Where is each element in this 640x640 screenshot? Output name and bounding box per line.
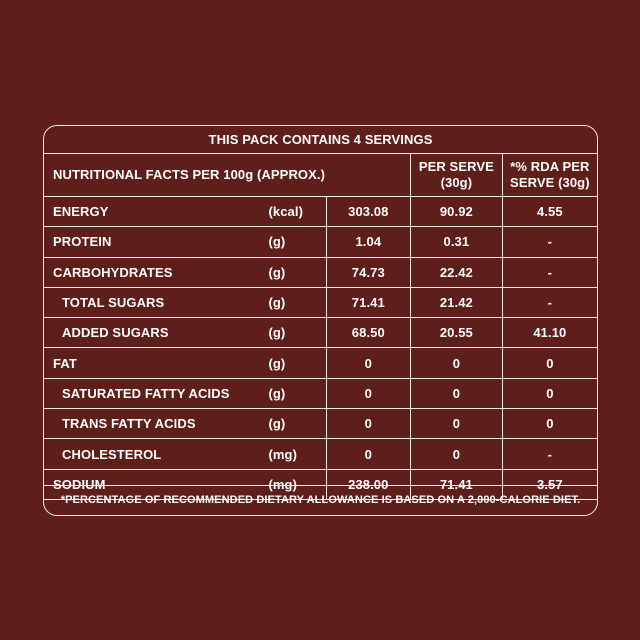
servings-caption: THIS PACK CONTAINS 4 SERVINGS (208, 132, 433, 147)
nutrient-unit: (g) (268, 409, 326, 439)
nutrient-unit: (mg) (268, 439, 326, 469)
value-per-serve: 0 (411, 439, 503, 469)
facts-header: NUTRITIONAL FACTS PER 100g (APPROX.) (44, 154, 411, 197)
nutrient-name: SODIUM (44, 469, 268, 499)
value-per-serve: 71.41 (411, 469, 503, 499)
value-rda: 0 (502, 348, 597, 378)
nutrient-unit: (g) (268, 348, 326, 378)
rda-header-line2: SERVE (30g) (510, 175, 590, 190)
value-per-100g: 303.08 (326, 197, 410, 227)
nutrient-unit: (g) (268, 227, 326, 257)
value-per-serve: 21.42 (411, 287, 503, 317)
table-row (44, 257, 597, 287)
rda-footnote: *PERCENTAGE OF RECOMMENDED DIETARY ALLOWANCE IS BASED ON A 2,000-CALORIE DIET. (44, 485, 597, 515)
value-rda: - (502, 227, 597, 257)
nutrient-unit: (g) (268, 318, 326, 348)
per-serve-header-line2: (30g) (440, 175, 473, 190)
table-row (44, 378, 597, 408)
value-per-100g: 0 (326, 348, 410, 378)
table-row (44, 409, 597, 439)
value-per-serve: 0 (411, 409, 503, 439)
value-rda: 0 (502, 409, 597, 439)
nutrient-name: ENERGY (44, 197, 268, 227)
nutrition-table (44, 126, 597, 500)
table-row (44, 227, 597, 257)
value-per-100g: 0 (326, 378, 410, 408)
nutrient-name: TRANS FATTY ACIDS (44, 409, 268, 439)
value-per-100g: 1.04 (326, 227, 410, 257)
rda-header (502, 154, 597, 197)
nutrient-unit: (g) (268, 378, 326, 408)
nutrient-unit: (g) (268, 287, 326, 317)
per-serve-header (411, 154, 503, 197)
value-per-100g: 74.73 (326, 257, 410, 287)
nutrient-name: CARBOHYDRATES (44, 257, 268, 287)
value-rda: - (502, 439, 597, 469)
table-row (44, 439, 597, 469)
nutrient-name: TOTAL SUGARS (44, 287, 268, 317)
nutrient-name: PROTEIN (44, 227, 268, 257)
value-per-100g: 71.41 (326, 287, 410, 317)
table-row (44, 287, 597, 317)
value-rda: 3.57 (502, 469, 597, 499)
table-row (44, 318, 597, 348)
value-rda: 41.10 (502, 318, 597, 348)
nutrition-facts-panel (43, 125, 598, 516)
value-per-serve: 22.42 (411, 257, 503, 287)
value-per-100g: 238.00 (326, 469, 410, 499)
value-rda: - (502, 287, 597, 317)
rda-header-line1: *% RDA PER (510, 159, 590, 174)
value-per-100g: 0 (326, 409, 410, 439)
table-row (44, 197, 597, 227)
value-rda: 4.55 (502, 197, 597, 227)
table-row (44, 348, 597, 378)
nutrient-unit: (kcal) (268, 197, 326, 227)
value-per-serve: 0 (411, 378, 503, 408)
value-per-serve: 90.92 (411, 197, 503, 227)
value-rda: - (502, 257, 597, 287)
nutrient-name: SATURATED FATTY ACIDS (44, 378, 268, 408)
value-per-serve: 0.31 (411, 227, 503, 257)
nutrient-unit: (mg) (268, 469, 326, 499)
nutrient-name: FAT (44, 348, 268, 378)
value-per-100g: 0 (326, 439, 410, 469)
value-rda: 0 (502, 378, 597, 408)
value-per-serve: 20.55 (411, 318, 503, 348)
value-per-serve: 0 (411, 348, 503, 378)
per-serve-header-line1: PER SERVE (418, 159, 494, 174)
nutrient-name: CHOLESTEROL (44, 439, 268, 469)
value-per-100g: 68.50 (326, 318, 410, 348)
nutrient-unit: (g) (268, 257, 326, 287)
nutrient-name: ADDED SUGARS (44, 318, 268, 348)
